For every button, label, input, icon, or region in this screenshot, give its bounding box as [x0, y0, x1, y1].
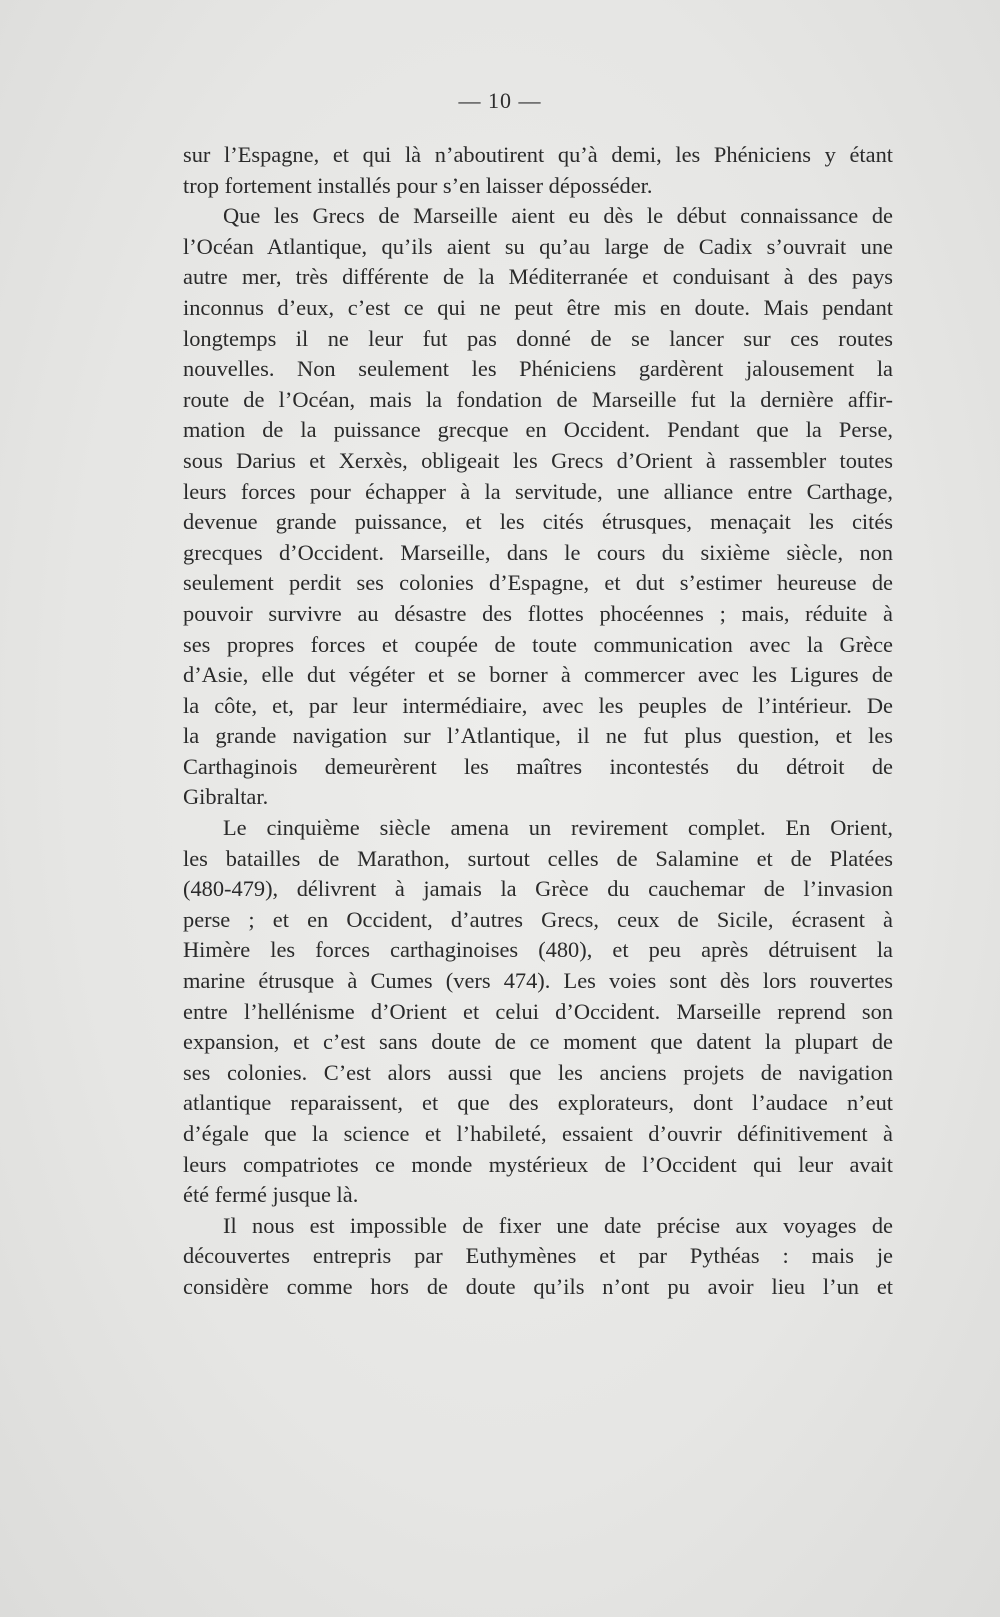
text-line: Carthaginois demeurèrent les maîtres incontestés du détroit de [183, 753, 893, 779]
text-line: devenue grande puissance, et les cités étrusques, menaçait les cités [183, 509, 893, 535]
text-line: l’Océan Atlantique, qu’ils aient su qu’au large de Cadix s’ouvrait une [183, 233, 893, 259]
text-line: Que les Grecs de Marseille aient eu dès le début connaissance de [223, 203, 893, 229]
text-line: la côte, et, par leur intermédiaire, avec les peuples de l’intérieur. De [183, 692, 893, 718]
text-line: Himère les forces carthaginoises (480), et peu après détruisent la [183, 937, 893, 963]
text-line: autre mer, très différente de la Méditerranée et conduisant à des pays [183, 264, 893, 290]
text-line: découvertes entrepris par Euthymènes et par Pythéas : mais je [183, 1243, 893, 1269]
text-line: (480-479), délivrent à jamais la Grèce du cauchemar de l’invasion [183, 876, 893, 902]
text-line: la grande navigation sur l’Atlantique, il ne fut plus question, et les [183, 723, 893, 749]
text-line: atlantique reparaissent, et que des explorateurs, dont l’audace n’eut [183, 1090, 893, 1116]
text-line: Le cinquième siècle amena un revirement complet. En Orient, [223, 815, 893, 841]
text-line: route de l’Océan, mais la fondation de Marseille fut la dernière affir- [183, 386, 893, 412]
text-line: considère comme hors de doute qu’ils n’ont pu avoir lieu l’un et [183, 1273, 893, 1299]
text-line: grecques d’Occident. Marseille, dans le cours du sixième siècle, non [183, 539, 893, 565]
page-number: — 10 — [458, 88, 542, 113]
text-line: leurs forces pour échapper à la servitude, une alliance entre Carthage, [183, 478, 893, 504]
text-line: entre l’hellénisme d’Orient et celui d’Occident. Marseille reprend son [183, 998, 893, 1024]
text-line: ses propres forces et coupée de toute communication avec la Grèce [183, 631, 893, 657]
text-line: expansion, et c’est sans doute de ce moment que datent la plupart de [183, 1029, 893, 1055]
text-line: mation de la puissance grecque en Occident. Pendant que la Perse, [183, 417, 893, 443]
text-line: leurs compatriotes ce monde mystérieux de l’Occident qui leur avait [183, 1151, 893, 1177]
text-line: marine étrusque à Cumes (vers 474). Les voies sont dès lors rouvertes [183, 968, 893, 994]
text-line: Gibraltar. [183, 784, 269, 810]
text-line: nouvelles. Non seulement les Phéniciens gardèrent jalousement la [183, 356, 893, 382]
text-line: d’Asie, elle dut végéter et se borner à commercer avec les Ligures de [183, 662, 893, 688]
text-line: ses colonies. C’est alors aussi que les anciens projets de navigation [183, 1059, 893, 1085]
text-line: inconnus d’eux, c’est ce qui ne peut être mis en doute. Mais pendant [183, 294, 893, 320]
text-line: sous Darius et Xerxès, obligeait les Grecs d’Orient à rassembler toutes [183, 447, 893, 473]
text-line: Il nous est impossible de fixer une date précise aux voyages de [223, 1212, 893, 1238]
text-line: longtemps il ne leur fut pas donné de se lancer sur ces routes [183, 325, 893, 351]
text-line: les batailles de Marathon, surtout celles de Salamine et de Platées [183, 845, 893, 871]
text-line: pouvoir survivre au désastre des flottes phocéennes ; mais, réduite à [183, 600, 893, 626]
text-line: seulement perdit ses colonies d’Espagne, et dut s’estimer heureuse de [183, 570, 893, 596]
text-line: perse ; et en Occident, d’autres Grecs, ceux de Sicile, écrasent à [183, 906, 893, 932]
body-text [183, 140, 893, 1303]
text-line: été fermé jusque là. [183, 1182, 359, 1208]
text-line: trop fortement installés pour s’en laisser déposséder. [183, 172, 653, 198]
text-line: sur l’Espagne, et qui là n’aboutirent qu’à demi, les Phéniciens y étant [183, 142, 893, 167]
text-line: d’égale que la science et l’habileté, essaient d’ouvrir définitivement à [183, 1121, 893, 1146]
